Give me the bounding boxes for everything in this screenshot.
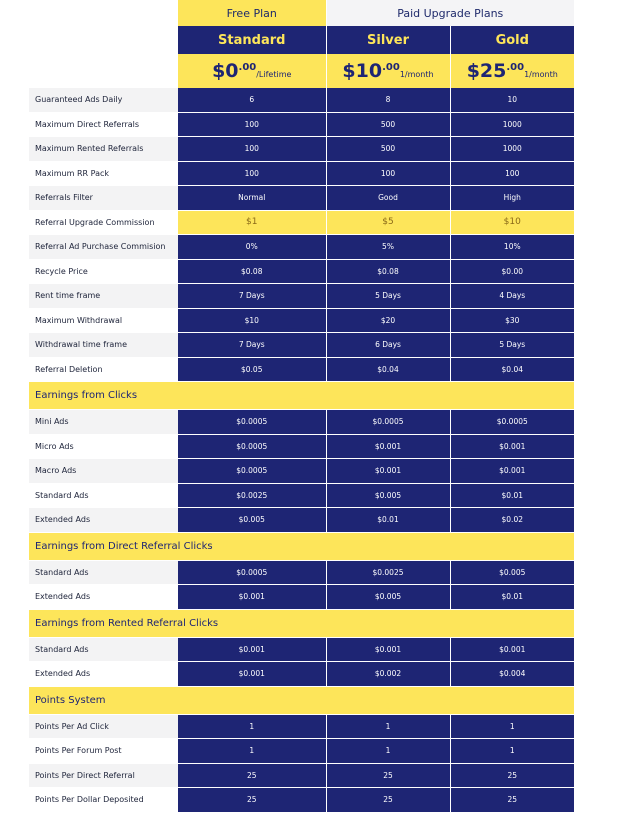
- feature-value-gold: 10: [450, 88, 574, 112]
- free-plan-header: Free Plan: [178, 0, 326, 26]
- feature-label: Points Per Direct Referral: [29, 763, 178, 788]
- section-header-row: [29, 382, 574, 410]
- feature-value-silver: $0.005: [326, 585, 450, 610]
- feature-row: [29, 763, 574, 788]
- feature-row: [29, 357, 574, 382]
- feature-label: Maximum RR Pack: [29, 161, 178, 186]
- feature-row: [29, 210, 574, 235]
- feature-value-silver: 5%: [326, 235, 450, 260]
- feature-label: Mini Ads: [29, 410, 178, 435]
- feature-label: Points Per Dollar Deposited: [29, 788, 178, 813]
- feature-value-silver: $0.0005: [326, 410, 450, 435]
- feature-value-gold: $0.004: [450, 662, 574, 687]
- feature-value-gold: $10: [450, 210, 574, 235]
- section-header-row: [29, 609, 574, 637]
- price-cents: .00: [506, 62, 525, 73]
- section-title: Earnings from Clicks: [29, 382, 574, 410]
- feature-value-standard: $0.0005: [178, 459, 326, 484]
- feature-row: [29, 186, 574, 211]
- feature-value-gold: $0.001: [450, 434, 574, 459]
- feature-label: Extended Ads: [29, 585, 178, 610]
- feature-label: Referral Upgrade Commission: [29, 210, 178, 235]
- feature-value-gold: $0.005: [450, 560, 574, 585]
- feature-label: Maximum Rented Referrals: [29, 137, 178, 162]
- feature-row: [29, 112, 574, 137]
- plan-name-standard: Standard: [178, 26, 326, 54]
- feature-value-standard: $0.0025: [178, 483, 326, 508]
- feature-value-silver: $0.0025: [326, 560, 450, 585]
- feature-row: [29, 739, 574, 764]
- feature-row: [29, 410, 574, 435]
- feature-value-gold: $0.0005: [450, 410, 574, 435]
- feature-row: [29, 508, 574, 533]
- feature-value-standard: 100: [178, 112, 326, 137]
- feature-row: [29, 714, 574, 739]
- feature-value-gold: 1: [450, 714, 574, 739]
- feature-value-standard: $0.005: [178, 508, 326, 533]
- feature-value-silver: 25: [326, 788, 450, 813]
- feature-value-silver: $0.005: [326, 483, 450, 508]
- pricing-table: [29, 0, 574, 813]
- feature-value-silver: 100: [326, 161, 450, 186]
- feature-value-silver: 1: [326, 739, 450, 764]
- feature-row: [29, 308, 574, 333]
- section-title: Points System: [29, 686, 574, 714]
- price-amount: $0: [212, 60, 239, 82]
- feature-value-standard: 1: [178, 714, 326, 739]
- feature-value-silver: $0.001: [326, 434, 450, 459]
- feature-value-gold: High: [450, 186, 574, 211]
- feature-value-silver: $0.002: [326, 662, 450, 687]
- feature-row: [29, 137, 574, 162]
- feature-row: [29, 88, 574, 112]
- feature-value-gold: $0.02: [450, 508, 574, 533]
- section-title: Earnings from Direct Referral Clicks: [29, 532, 574, 560]
- feature-value-gold: 4 Days: [450, 284, 574, 309]
- feature-value-silver: $0.08: [326, 259, 450, 284]
- feature-value-standard: $0.001: [178, 585, 326, 610]
- feature-value-standard: 1: [178, 739, 326, 764]
- feature-value-silver: Good: [326, 186, 450, 211]
- name-blank-cell: [29, 26, 178, 54]
- feature-label: Referral Ad Purchase Commision: [29, 235, 178, 260]
- feature-value-gold: 1: [450, 739, 574, 764]
- feature-value-gold: $0.00: [450, 259, 574, 284]
- feature-row: [29, 161, 574, 186]
- feature-value-standard: 25: [178, 788, 326, 813]
- feature-label: Maximum Withdrawal: [29, 308, 178, 333]
- feature-value-silver: 5 Days: [326, 284, 450, 309]
- feature-label: Referrals Filter: [29, 186, 178, 211]
- feature-row: [29, 235, 574, 260]
- feature-value-gold: 1000: [450, 137, 574, 162]
- price-amount: $25: [466, 60, 507, 82]
- feature-label: Guaranteed Ads Daily: [29, 88, 178, 112]
- section-header-row: [29, 532, 574, 560]
- feature-value-standard: $0.05: [178, 357, 326, 382]
- price-period: 1/month: [524, 70, 558, 79]
- pricing-table-body: [29, 0, 574, 812]
- feature-label: Points Per Ad Click: [29, 714, 178, 739]
- feature-value-standard: $0.001: [178, 662, 326, 687]
- feature-value-standard: $10: [178, 308, 326, 333]
- feature-value-gold: $0.001: [450, 637, 574, 662]
- feature-row: [29, 284, 574, 309]
- feature-row: [29, 434, 574, 459]
- feature-row: [29, 662, 574, 687]
- plan-price-silver: [326, 54, 450, 88]
- feature-value-silver: 8: [326, 88, 450, 112]
- feature-row: [29, 560, 574, 585]
- feature-label: Recycle Price: [29, 259, 178, 284]
- feature-value-standard: Normal: [178, 186, 326, 211]
- feature-value-standard: 0%: [178, 235, 326, 260]
- feature-value-gold: $0.01: [450, 483, 574, 508]
- feature-row: [29, 333, 574, 358]
- feature-value-silver: $5: [326, 210, 450, 235]
- feature-value-gold: $0.01: [450, 585, 574, 610]
- feature-value-standard: $0.0005: [178, 560, 326, 585]
- plan-name-silver: Silver: [326, 26, 450, 54]
- feature-label: Extended Ads: [29, 662, 178, 687]
- feature-value-standard: 100: [178, 161, 326, 186]
- plan-price-gold: [450, 54, 574, 88]
- feature-value-standard: $1: [178, 210, 326, 235]
- paid-plans-header: Paid Upgrade Plans: [326, 0, 574, 26]
- feature-row: [29, 259, 574, 284]
- feature-value-silver: $20: [326, 308, 450, 333]
- feature-label: Maximum Direct Referrals: [29, 112, 178, 137]
- feature-value-standard: $0.0005: [178, 410, 326, 435]
- feature-value-standard: 100: [178, 137, 326, 162]
- feature-label: Standard Ads: [29, 483, 178, 508]
- feature-value-silver: 500: [326, 112, 450, 137]
- feature-value-gold: 10%: [450, 235, 574, 260]
- feature-row: [29, 459, 574, 484]
- feature-label: Macro Ads: [29, 459, 178, 484]
- feature-label: Micro Ads: [29, 434, 178, 459]
- feature-value-standard: 25: [178, 763, 326, 788]
- price-period: 1/month: [399, 70, 434, 79]
- section-title: Earnings from Rented Referral Clicks: [29, 609, 574, 637]
- feature-value-silver: 6 Days: [326, 333, 450, 358]
- plan-price-standard: [178, 54, 326, 88]
- price-amount: $10: [342, 60, 383, 82]
- plan-price-row: [29, 54, 574, 88]
- feature-value-gold: $0.04: [450, 357, 574, 382]
- feature-value-silver: $0.001: [326, 459, 450, 484]
- feature-label: Withdrawal time frame: [29, 333, 178, 358]
- feature-value-gold: 100: [450, 161, 574, 186]
- feature-label: Rent time frame: [29, 284, 178, 309]
- feature-label: Points Per Forum Post: [29, 739, 178, 764]
- feature-value-silver: 1: [326, 714, 450, 739]
- feature-value-gold: 25: [450, 763, 574, 788]
- feature-row: [29, 585, 574, 610]
- feature-value-gold: 25: [450, 788, 574, 813]
- price-blank-cell: [29, 54, 178, 88]
- feature-value-standard: 6: [178, 88, 326, 112]
- feature-value-silver: $0.04: [326, 357, 450, 382]
- feature-value-standard: $0.001: [178, 637, 326, 662]
- section-header-row: [29, 686, 574, 714]
- plan-group-header-row: [29, 0, 574, 26]
- feature-row: [29, 637, 574, 662]
- feature-value-silver: 25: [326, 763, 450, 788]
- feature-value-standard: $0.0005: [178, 434, 326, 459]
- feature-value-standard: $0.08: [178, 259, 326, 284]
- plan-name-row: [29, 26, 574, 54]
- feature-value-silver: $0.001: [326, 637, 450, 662]
- plan-name-gold: Gold: [450, 26, 574, 54]
- price-cents: .00: [382, 62, 400, 73]
- feature-value-silver: $0.01: [326, 508, 450, 533]
- feature-label: Standard Ads: [29, 637, 178, 662]
- feature-value-gold: 1000: [450, 112, 574, 137]
- feature-row: [29, 483, 574, 508]
- feature-value-standard: 7 Days: [178, 284, 326, 309]
- header-blank-cell: [29, 0, 178, 26]
- feature-value-standard: 7 Days: [178, 333, 326, 358]
- price-period: /Lifetime: [256, 70, 292, 79]
- price-cents: .00: [238, 62, 257, 73]
- feature-value-gold: $30: [450, 308, 574, 333]
- feature-value-gold: 5 Days: [450, 333, 574, 358]
- feature-label: Standard Ads: [29, 560, 178, 585]
- feature-label: Extended Ads: [29, 508, 178, 533]
- feature-value-gold: $0.001: [450, 459, 574, 484]
- feature-label: Referral Deletion: [29, 357, 178, 382]
- feature-value-silver: 500: [326, 137, 450, 162]
